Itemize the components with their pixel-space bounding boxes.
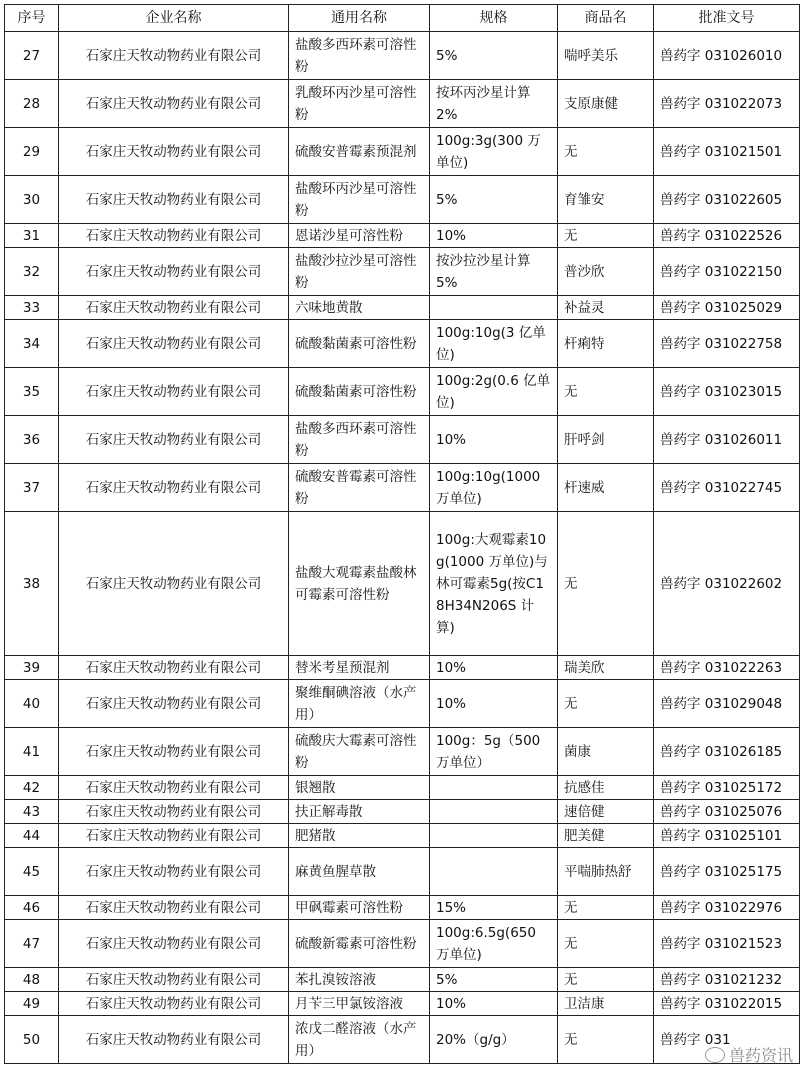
cell-approval: 兽药字 031023015	[654, 368, 800, 416]
cell-brand: 无	[558, 968, 654, 992]
cell-company: 石家庄天牧动物药业有限公司	[59, 680, 289, 728]
cell-generic-name: 月苄三甲氯铵溶液	[289, 992, 430, 1016]
cell-spec: 20%（g/g）	[430, 1016, 558, 1064]
cell-brand: 无	[558, 1016, 654, 1064]
cell-spec: 5%	[430, 32, 558, 80]
table-row	[5, 416, 800, 464]
cell-no: 34	[5, 320, 59, 368]
table-row	[5, 128, 800, 176]
cell-no: 47	[5, 920, 59, 968]
cell-company: 石家庄天牧动物药业有限公司	[59, 776, 289, 800]
cell-approval: 兽药字 031021523	[654, 920, 800, 968]
cell-company: 石家庄天牧动物药业有限公司	[59, 248, 289, 296]
table-row	[5, 920, 800, 968]
cell-brand: 无	[558, 512, 654, 656]
cell-brand: 菌康	[558, 728, 654, 776]
table-row	[5, 848, 800, 896]
cell-approval: 兽药字 031026185	[654, 728, 800, 776]
cell-company: 石家庄天牧动物药业有限公司	[59, 848, 289, 896]
cell-generic-name: 肥猪散	[289, 824, 430, 848]
cell-approval: 兽药字 031025101	[654, 824, 800, 848]
cell-company: 石家庄天牧动物药业有限公司	[59, 800, 289, 824]
cell-spec: 100g:3g(300 万单位)	[430, 128, 558, 176]
cell-generic-name: 麻黄鱼腥草散	[289, 848, 430, 896]
cell-brand: 无	[558, 224, 654, 248]
cell-no: 37	[5, 464, 59, 512]
cell-no: 42	[5, 776, 59, 800]
cell-no: 30	[5, 176, 59, 224]
cell-no: 28	[5, 80, 59, 128]
cell-company: 石家庄天牧动物药业有限公司	[59, 80, 289, 128]
cell-approval: 兽药字 031025172	[654, 776, 800, 800]
table-row	[5, 728, 800, 776]
cell-brand: 无	[558, 896, 654, 920]
cell-generic-name: 恩诺沙星可溶性粉	[289, 224, 430, 248]
cell-company: 石家庄天牧动物药业有限公司	[59, 728, 289, 776]
cell-company: 石家庄天牧动物药业有限公司	[59, 224, 289, 248]
wechat-icon	[705, 1047, 725, 1063]
cell-brand: 无	[558, 368, 654, 416]
cell-generic-name: 盐酸环丙沙星可溶性粉	[289, 176, 430, 224]
cell-company: 石家庄天牧动物药业有限公司	[59, 464, 289, 512]
cell-brand: 普沙欣	[558, 248, 654, 296]
cell-spec: 5%	[430, 968, 558, 992]
cell-approval: 兽药字 031029048	[654, 680, 800, 728]
cell-generic-name: 扶正解毒散	[289, 800, 430, 824]
cell-approval: 兽药字 031022758	[654, 320, 800, 368]
cell-spec: 15%	[430, 896, 558, 920]
drug-approval-table	[4, 4, 800, 1064]
cell-brand: 育雏安	[558, 176, 654, 224]
cell-no: 31	[5, 224, 59, 248]
watermark	[705, 1043, 793, 1066]
table-row	[5, 176, 800, 224]
cell-approval: 兽药字 031025175	[654, 848, 800, 896]
cell-generic-name: 硫酸黏菌素可溶性粉	[289, 320, 430, 368]
cell-brand: 平喘肺热舒	[558, 848, 654, 896]
table-row	[5, 824, 800, 848]
cell-approval: 兽药字 031022263	[654, 656, 800, 680]
cell-generic-name: 硫酸安普霉素可溶性粉	[289, 464, 430, 512]
cell-generic-name: 盐酸多西环素可溶性粉	[289, 32, 430, 80]
cell-brand: 补益灵	[558, 296, 654, 320]
cell-no: 27	[5, 32, 59, 80]
cell-approval: 兽药字 031022150	[654, 248, 800, 296]
header-row	[5, 5, 800, 32]
table-row	[5, 224, 800, 248]
cell-spec: 按环丙沙星计算2%	[430, 80, 558, 128]
cell-approval: 兽药字 031022526	[654, 224, 800, 248]
table-row	[5, 320, 800, 368]
cell-company: 石家庄天牧动物药业有限公司	[59, 128, 289, 176]
cell-spec: 100g：5g（500 万单位）	[430, 728, 558, 776]
cell-company: 石家庄天牧动物药业有限公司	[59, 512, 289, 656]
cell-generic-name: 硫酸庆大霉素可溶性粉	[289, 728, 430, 776]
cell-brand: 无	[558, 128, 654, 176]
table-row	[5, 512, 800, 656]
cell-spec: 5%	[430, 176, 558, 224]
cell-no: 35	[5, 368, 59, 416]
cell-approval: 兽药字 031022745	[654, 464, 800, 512]
cell-spec: 10%	[430, 680, 558, 728]
header-brand: 商品名	[558, 5, 654, 32]
cell-no: 39	[5, 656, 59, 680]
cell-no: 50	[5, 1016, 59, 1064]
header-approval: 批准文号	[654, 5, 800, 32]
cell-brand: 喘呼美乐	[558, 32, 654, 80]
table-row	[5, 248, 800, 296]
cell-approval: 兽药字 031026011	[654, 416, 800, 464]
cell-spec: 100g:大观霉素10g(1000 万单位)与林可霉素5g(按C18H34N206S 计算)	[430, 512, 558, 656]
table-row	[5, 80, 800, 128]
cell-generic-name: 硫酸黏菌素可溶性粉	[289, 368, 430, 416]
table-row	[5, 680, 800, 728]
table-row	[5, 1016, 800, 1064]
cell-brand: 无	[558, 920, 654, 968]
cell-no: 38	[5, 512, 59, 656]
header-no: 序号	[5, 5, 59, 32]
cell-company: 石家庄天牧动物药业有限公司	[59, 320, 289, 368]
cell-spec: 10%	[430, 992, 558, 1016]
table-row	[5, 968, 800, 992]
cell-spec: 100g:10g(1000 万单位)	[430, 464, 558, 512]
cell-approval: 兽药字 031021232	[654, 968, 800, 992]
cell-company: 石家庄天牧动物药业有限公司	[59, 824, 289, 848]
cell-approval: 兽药字 031021501	[654, 128, 800, 176]
cell-spec: 100g:6.5g(650 万单位)	[430, 920, 558, 968]
cell-no: 29	[5, 128, 59, 176]
cell-spec	[430, 824, 558, 848]
cell-spec	[430, 800, 558, 824]
table-row	[5, 296, 800, 320]
cell-brand: 杆痢特	[558, 320, 654, 368]
cell-company: 石家庄天牧动物药业有限公司	[59, 992, 289, 1016]
cell-generic-name: 硫酸新霉素可溶性粉	[289, 920, 430, 968]
cell-approval: 兽药字 031025076	[654, 800, 800, 824]
cell-no: 45	[5, 848, 59, 896]
cell-approval: 兽药字 031026010	[654, 32, 800, 80]
cell-brand: 速倍健	[558, 800, 654, 824]
cell-brand: 支原康健	[558, 80, 654, 128]
cell-approval: 兽药字 031022605	[654, 176, 800, 224]
table-row	[5, 368, 800, 416]
cell-company: 石家庄天牧动物药业有限公司	[59, 896, 289, 920]
cell-generic-name: 浓戊二醛溶液（水产用）	[289, 1016, 430, 1064]
cell-no: 44	[5, 824, 59, 848]
cell-no: 36	[5, 416, 59, 464]
cell-brand: 肥美健	[558, 824, 654, 848]
cell-approval: 兽药字 031025029	[654, 296, 800, 320]
cell-brand: 无	[558, 680, 654, 728]
cell-spec: 10%	[430, 656, 558, 680]
cell-company: 石家庄天牧动物药业有限公司	[59, 656, 289, 680]
cell-spec: 100g:10g(3 亿单位)	[430, 320, 558, 368]
cell-generic-name: 盐酸大观霉素盐酸林可霉素可溶性粉	[289, 512, 430, 656]
table-row	[5, 656, 800, 680]
header-spec: 规格	[430, 5, 558, 32]
cell-company: 石家庄天牧动物药业有限公司	[59, 32, 289, 80]
table-row	[5, 464, 800, 512]
header-company: 企业名称	[59, 5, 289, 32]
cell-generic-name: 六味地黄散	[289, 296, 430, 320]
cell-spec: 按沙拉沙星计算5%	[430, 248, 558, 296]
cell-no: 41	[5, 728, 59, 776]
cell-approval: 兽药字 031022602	[654, 512, 800, 656]
table-body	[5, 32, 800, 1064]
cell-brand: 卫洁康	[558, 992, 654, 1016]
header-generic-name: 通用名称	[289, 5, 430, 32]
cell-spec	[430, 776, 558, 800]
cell-generic-name: 硫酸安普霉素预混剂	[289, 128, 430, 176]
cell-spec: 100g:2g(0.6 亿单位)	[430, 368, 558, 416]
cell-company: 石家庄天牧动物药业有限公司	[59, 968, 289, 992]
cell-brand: 瑞美欣	[558, 656, 654, 680]
cell-generic-name: 乳酸环丙沙星可溶性粉	[289, 80, 430, 128]
cell-approval: 兽药字 031022015	[654, 992, 800, 1016]
cell-generic-name: 银翘散	[289, 776, 430, 800]
cell-generic-name: 替米考星预混剂	[289, 656, 430, 680]
table-row	[5, 992, 800, 1016]
cell-company: 石家庄天牧动物药业有限公司	[59, 176, 289, 224]
cell-company: 石家庄天牧动物药业有限公司	[59, 296, 289, 320]
cell-spec: 10%	[430, 416, 558, 464]
cell-company: 石家庄天牧动物药业有限公司	[59, 368, 289, 416]
cell-no: 46	[5, 896, 59, 920]
cell-no: 48	[5, 968, 59, 992]
cell-spec	[430, 848, 558, 896]
cell-no: 40	[5, 680, 59, 728]
cell-no: 33	[5, 296, 59, 320]
cell-approval: 兽药字 031022073	[654, 80, 800, 128]
cell-spec: 10%	[430, 224, 558, 248]
cell-company: 石家庄天牧动物药业有限公司	[59, 1016, 289, 1064]
cell-company: 石家庄天牧动物药业有限公司	[59, 920, 289, 968]
cell-generic-name: 盐酸多西环素可溶性粉	[289, 416, 430, 464]
cell-brand: 抗感佳	[558, 776, 654, 800]
cell-approval: 兽药字 031022976	[654, 896, 800, 920]
table-row	[5, 896, 800, 920]
cell-no: 49	[5, 992, 59, 1016]
cell-no: 32	[5, 248, 59, 296]
cell-generic-name: 甲砜霉素可溶性粉	[289, 896, 430, 920]
cell-no: 43	[5, 800, 59, 824]
cell-generic-name: 盐酸沙拉沙星可溶性粉	[289, 248, 430, 296]
cell-brand: 肝呼剑	[558, 416, 654, 464]
cell-brand: 杆速威	[558, 464, 654, 512]
table-row	[5, 776, 800, 800]
cell-approval: 兽药字 031	[654, 1016, 800, 1064]
cell-generic-name: 聚维酮碘溶液（水产用）	[289, 680, 430, 728]
watermark-text: 兽药资讯	[728, 1046, 793, 1065]
cell-spec	[430, 296, 558, 320]
cell-generic-name: 苯扎溴铵溶液	[289, 968, 430, 992]
cell-company: 石家庄天牧动物药业有限公司	[59, 416, 289, 464]
table-row	[5, 800, 800, 824]
table-row	[5, 32, 800, 80]
